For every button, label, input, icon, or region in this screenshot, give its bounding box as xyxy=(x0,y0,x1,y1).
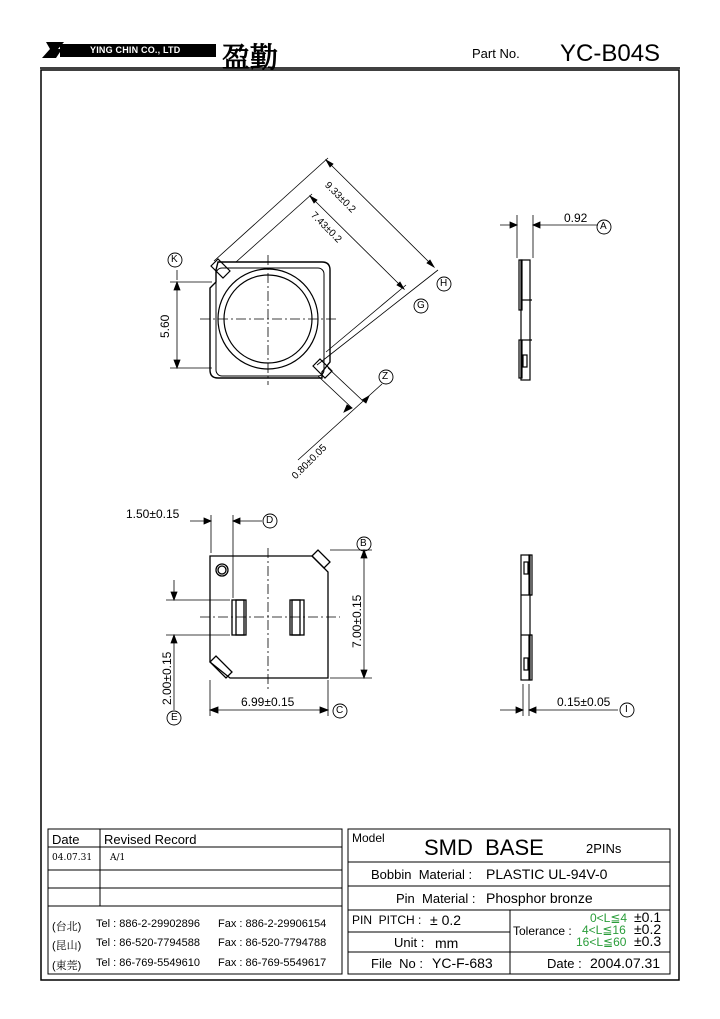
label-h: H xyxy=(440,278,448,289)
label-z: Z xyxy=(382,371,389,382)
tol-value: ±0.3 xyxy=(634,933,662,949)
contact-tel: Tel : 86-769-5549610 xyxy=(96,957,200,969)
revision-date-header: Date xyxy=(52,832,80,847)
tolerance-label: Tolerance : xyxy=(513,924,572,938)
revision-row-record: A/1 xyxy=(110,853,126,863)
side-view-top xyxy=(519,260,532,380)
label-b: B xyxy=(360,538,367,549)
bobbin-material-label: Bobbin Material : xyxy=(371,867,473,882)
label-g: G xyxy=(417,300,425,311)
tol-value: ±0.2 xyxy=(634,921,662,937)
side-view-bottom xyxy=(521,555,532,680)
company-name-cn: 盈勤 xyxy=(222,41,279,74)
unit-label: Unit : xyxy=(394,935,425,950)
revision-row-date: 04.07.31 xyxy=(52,853,93,863)
label-k: K xyxy=(171,254,178,265)
dim-a-value: 0.92 xyxy=(564,211,588,225)
date-label: Date : xyxy=(547,956,582,971)
label-d: D xyxy=(266,515,274,526)
part-no-value: YC-B04S xyxy=(560,40,661,67)
contact-city: (昆山) xyxy=(52,940,82,952)
model-value: SMD BASE xyxy=(424,835,544,860)
tol-range: 4<L≦16 xyxy=(582,923,626,937)
pin-pitch-value: ± 0.2 xyxy=(430,912,462,928)
model-label: Model xyxy=(352,831,385,845)
part-no-label: Part No. xyxy=(472,46,520,61)
contact-city: (台北) xyxy=(52,921,82,933)
file-no-label: File No : xyxy=(371,956,424,971)
file-no-value: YC-F-683 xyxy=(432,955,493,971)
contact-tel: Tel : 86-520-7794588 xyxy=(96,937,200,949)
dim-z-value: 0.80±0.05 xyxy=(290,442,330,482)
pin-pitch-label: PIN PITCH : xyxy=(352,913,422,927)
label-c: C xyxy=(336,705,344,716)
dim-b-value: 7.00±0.15 xyxy=(350,594,364,648)
dim-i-value: 0.15±0.05 xyxy=(557,695,611,709)
dim-h-value: 9.33±0.2 xyxy=(322,180,358,216)
pin-material-value: Phosphor bronze xyxy=(486,890,593,906)
label-i: I xyxy=(625,704,628,715)
date-value: 2004.07.31 xyxy=(590,955,661,971)
bobbin-material-value: PLASTIC UL-94V-0 xyxy=(486,866,608,882)
pin-material-label: Pin Material : xyxy=(396,891,476,906)
dim-e-value: 2.00±0.15 xyxy=(160,651,174,705)
label-e: E xyxy=(171,712,178,723)
dim-g-value: 7.43±0.2 xyxy=(308,210,344,246)
bottom-view xyxy=(210,550,330,678)
contact-fax: Fax : 86-520-7794788 xyxy=(218,937,327,949)
contact-city: (東莞) xyxy=(52,960,82,972)
contact-fax: Fax : 86-769-5549617 xyxy=(218,957,327,969)
company-name: YING CHIN CO., LTD xyxy=(90,45,181,55)
tol-value: ±0.1 xyxy=(634,909,662,925)
label-a: A xyxy=(600,221,607,232)
dim-c-value: 6.99±0.15 xyxy=(241,695,295,709)
top-view xyxy=(210,259,332,378)
revision-record-header: Revised Record xyxy=(104,832,197,847)
contact-fax: Fax : 886-2-29906154 xyxy=(218,918,327,930)
tol-range: 0<L≦4 xyxy=(590,911,628,925)
dim-d-value: 1.50±0.15 xyxy=(126,507,180,521)
tol-range: 16<L≦60 xyxy=(576,935,627,949)
pin-count: 2PINs xyxy=(586,841,622,856)
contact-tel: Tel : 886-2-29902896 xyxy=(96,918,200,930)
dim-height-value: 5.60 xyxy=(158,314,172,338)
unit-value: mm xyxy=(435,935,459,951)
